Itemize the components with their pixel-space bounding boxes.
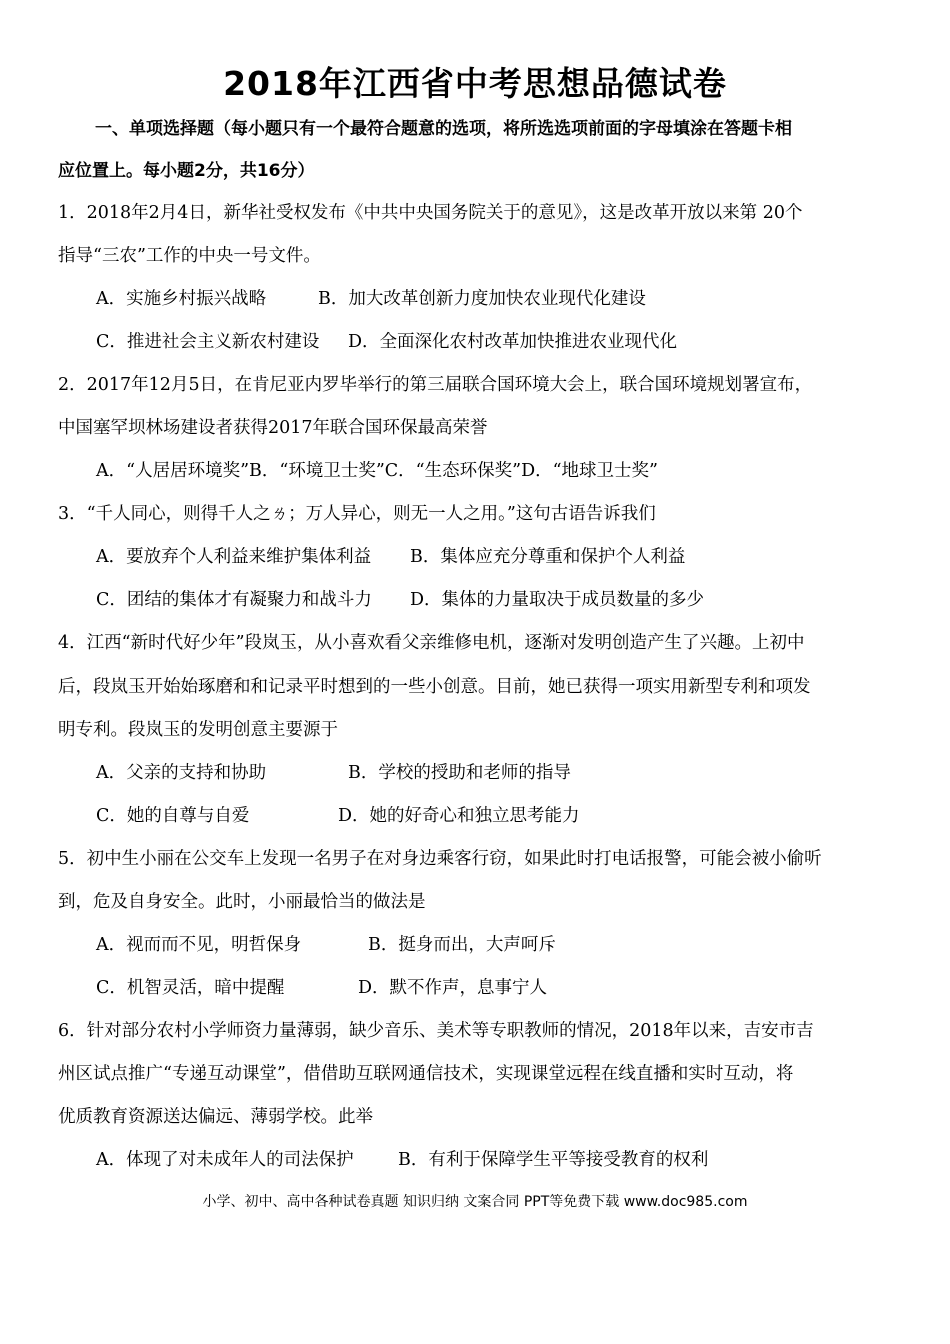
page-title: 2018年江西省中考思想品德试卷 bbox=[223, 64, 727, 103]
q2-stem-line2: 中国塞罕坝林场建设者获得2017年联合国环保最高荣誉 bbox=[58, 418, 488, 438]
q4-option-c: C．她的自尊与自爱 bbox=[96, 806, 250, 826]
q1-option-a: A．实施乡村振兴战略 bbox=[96, 289, 267, 309]
q4-stem-line1: 4．江西“新时代好少年”段岚玉，从小喜欢看父亲维修电机，逐渐对发明创造产生了兴趣。上初中 bbox=[58, 633, 805, 653]
page-footer: 小学、初中、高中各种试卷真题 知识归纳 文案合同 PPT等免费下载 www.doc985.com bbox=[202, 1194, 748, 1210]
q5-stem-line1: 5．初中生小丽在公交车上发现一名男子在对身边乘客行窃，如果此时打电话报警，可能会被小偷听 bbox=[58, 849, 822, 869]
q5-option-b: B．挺身而出，大声呵斥 bbox=[368, 935, 556, 955]
q5-option-a: A．视而而不见，明哲保身 bbox=[96, 935, 302, 955]
q4-option-b: B．学校的授助和老师的指导 bbox=[348, 763, 571, 783]
q3-stem-line1: 3．“千人同心，则得千人之ㄌ；万人异心，则无一人之用。”这句古语告诉我们 bbox=[58, 504, 656, 524]
q1-stem-line2: 指导“三农”工作的中央一号文件。 bbox=[58, 246, 321, 266]
q3-option-d: D．集体的力量取决于成员数量的多少 bbox=[410, 590, 705, 610]
q6-stem-line1: 6．针对部分农村小学师资力量薄弱，缺少音乐、美术等专职教师的情况，2018年以来，吉安市吉 bbox=[58, 1021, 814, 1041]
q6-option-a: A．体现了对未成年人的司法保护 bbox=[96, 1150, 354, 1170]
q3-option-c: C．团结的集体才有凝聚力和战斗力 bbox=[96, 590, 372, 610]
q2-options: A．“人居居环境奖”B．“环境卫士奖”C．“生态环保奖”D．“地球卫士奖” bbox=[96, 461, 658, 481]
q4-option-a: A．父亲的支持和协助 bbox=[96, 763, 267, 783]
q5-option-d: D．默不作声，息事宁人 bbox=[358, 978, 548, 998]
q6-stem-line2: 州区试点推广“专递互动课堂”，借借助互联网通信技术，实现课堂远程在线直播和实时互动，将 bbox=[58, 1064, 794, 1084]
q1-option-b: B．加大改革创新力度加快农业现代化建设 bbox=[318, 289, 646, 309]
section-heading-line2: 应位置上。每小题2分，共16分） bbox=[58, 161, 315, 181]
q1-option-d: D．全面深化农村改革加快推进农业现代化 bbox=[348, 332, 678, 352]
q1-option-c: C．推进社会主义新农村建设 bbox=[96, 332, 320, 352]
section-heading-line1: 一、单项选择题（每小题只有一个最符合题意的选项，将所选选项前面的字母填涂在答题卡相 bbox=[95, 119, 792, 139]
q3-option-a: A．要放弃个人利益来维护集体利益 bbox=[96, 547, 372, 567]
q2-stem-line1: 2．2017年12月5日，在肯尼亚内罗毕举行的第三届联合国环境大会上，联合国环境规划署宣布， bbox=[58, 375, 813, 395]
q6-stem-line3: 优质教育资源送达偏远、薄弱学校。此举 bbox=[58, 1107, 373, 1127]
q4-stem-line3: 明专利。段岚玉的发明创意主要源于 bbox=[58, 720, 338, 740]
q5-option-c: C．机智灵活，暗中提醒 bbox=[96, 978, 285, 998]
q4-option-d: D．她的好奇心和独立思考能力 bbox=[338, 806, 580, 826]
q1-stem-line1: 1．2018年2月4日，新华社受权发布《中共中央国务院关于的意见》，这是改革开放以来第 20个 bbox=[58, 203, 803, 223]
q5-stem-line2: 到，危及自身安全。此时，小丽最恰当的做法是 bbox=[58, 892, 426, 912]
q4-stem-line2: 后，段岚玉开始始琢磨和和记录平时想到的一些小创意。目前，她已获得一项实用新型专利和项发 bbox=[58, 677, 811, 697]
q3-option-b: B．集体应充分尊重和保护个人利益 bbox=[410, 547, 686, 567]
q6-option-b: B．有利于保障学生平等接受教育的权利 bbox=[398, 1150, 709, 1170]
